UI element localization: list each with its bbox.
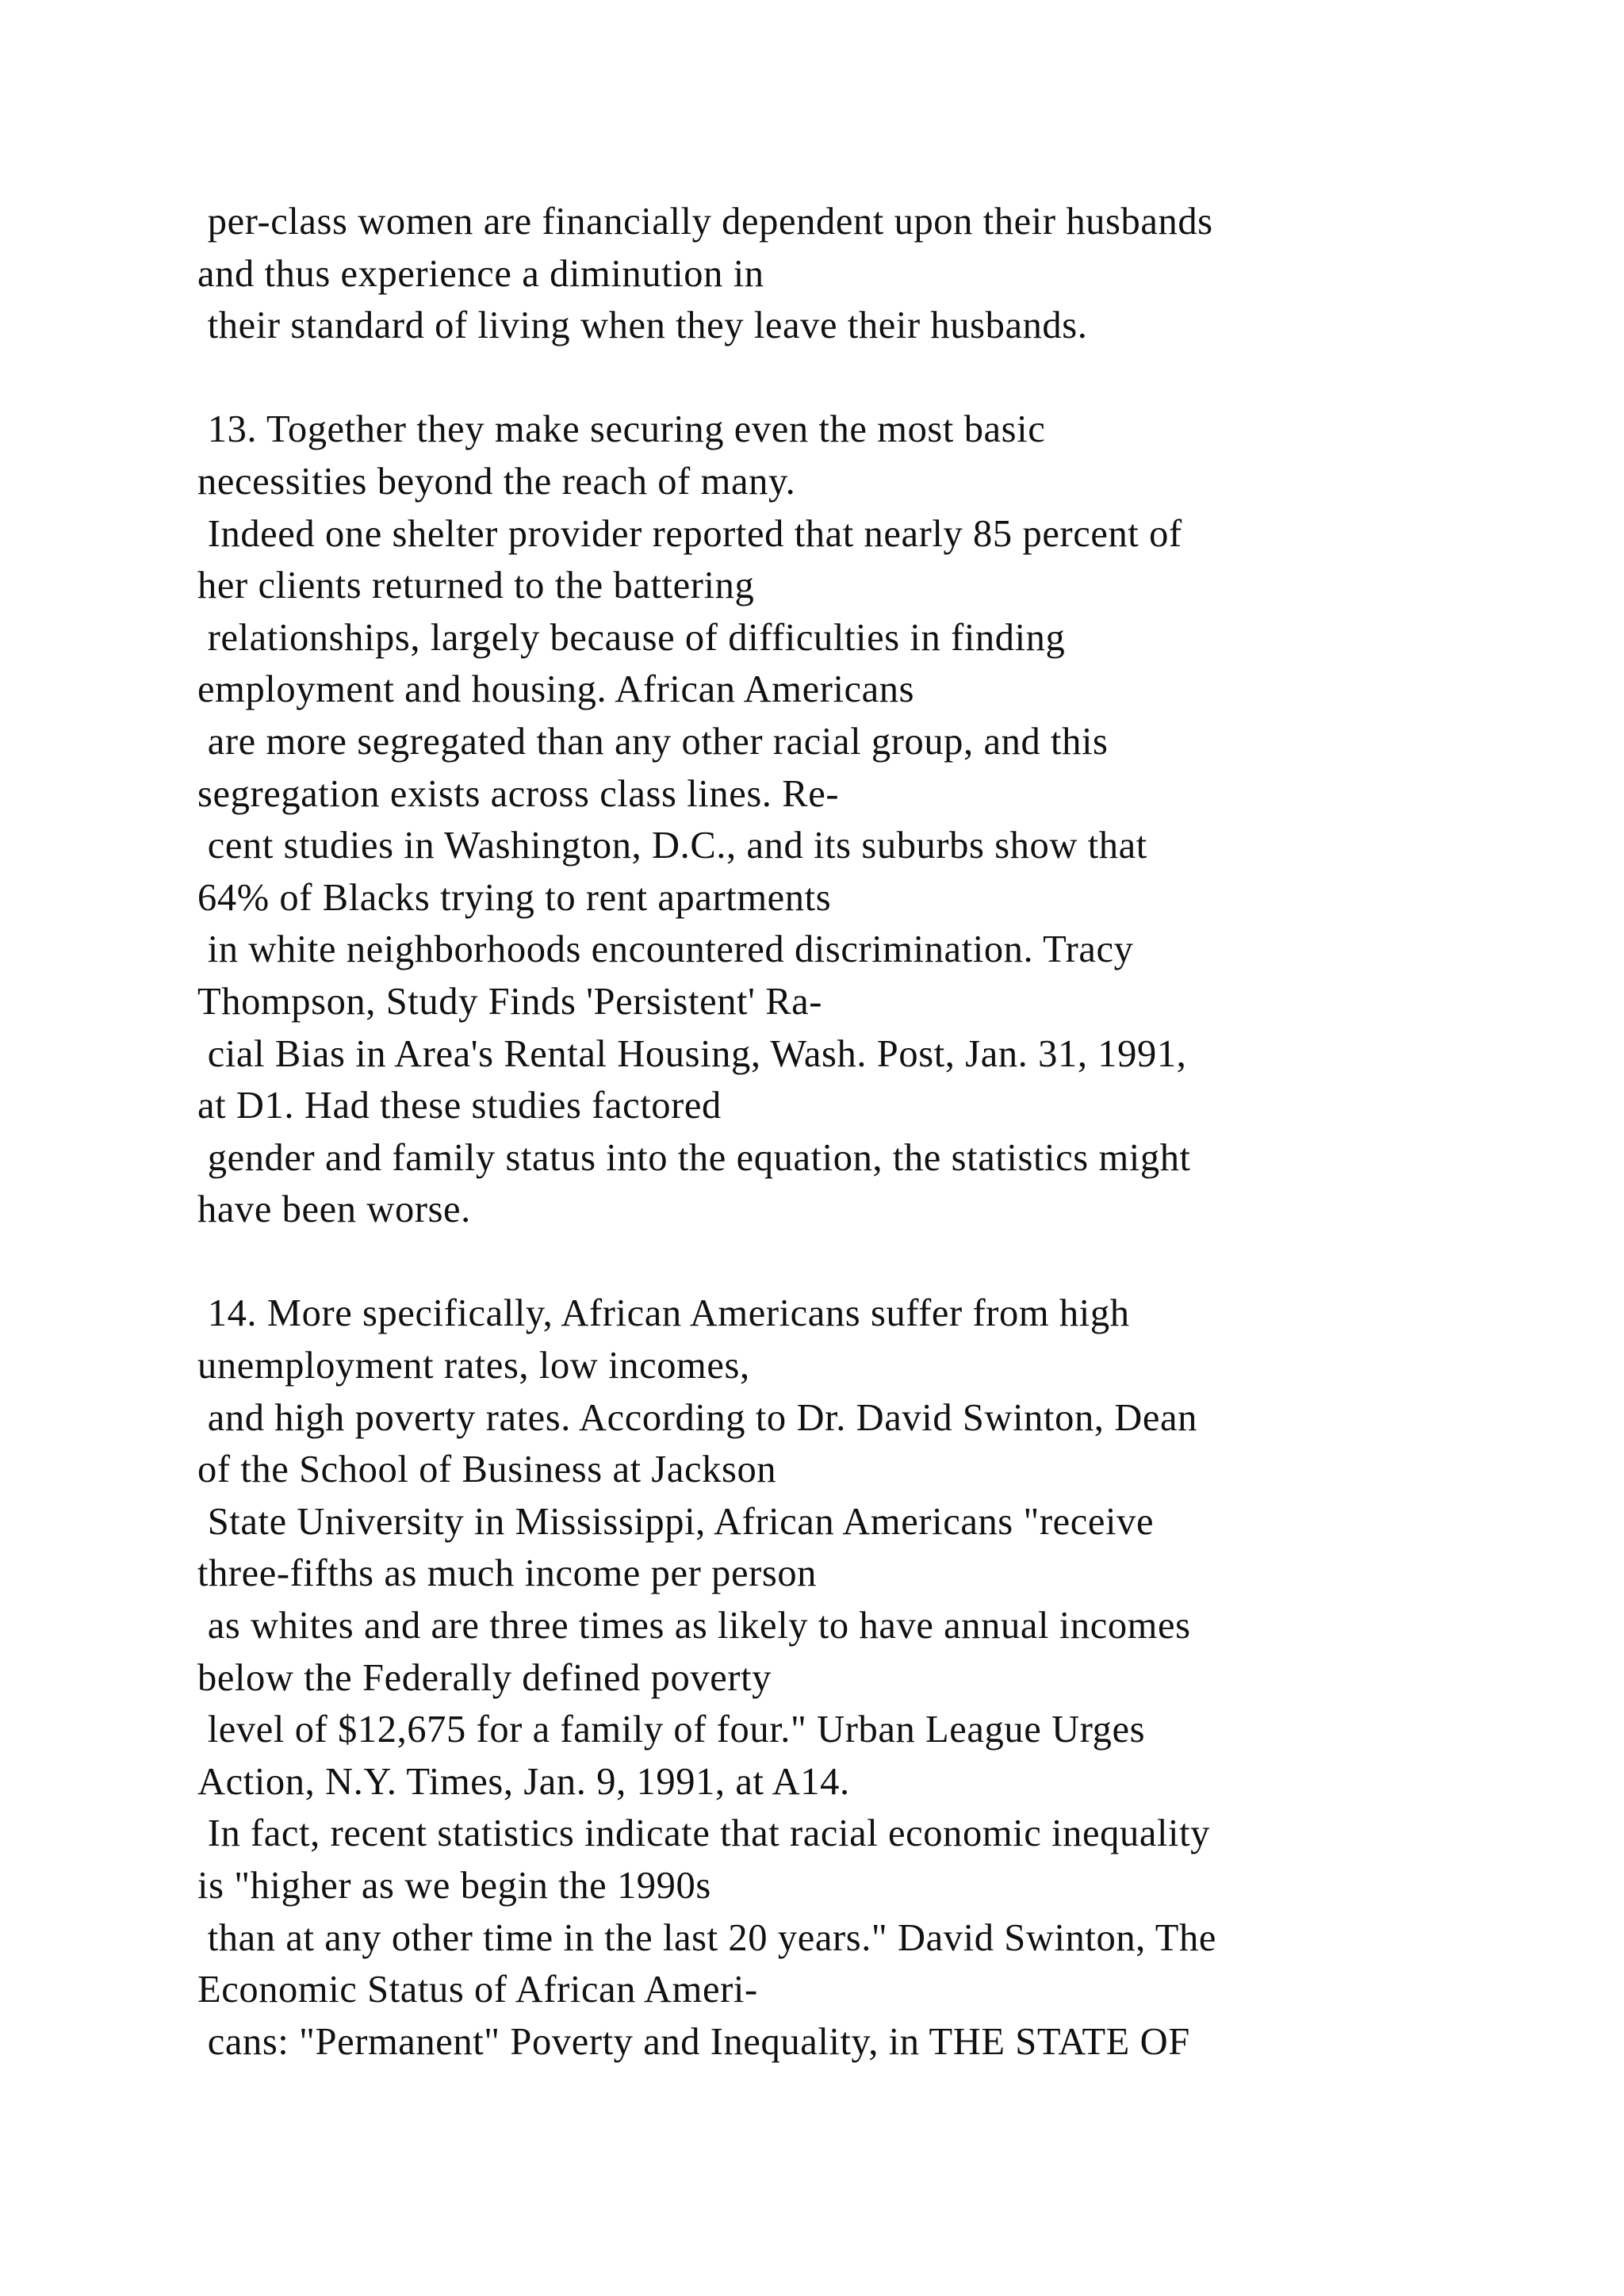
text-line: unemployment rates, low incomes, (197, 1345, 750, 1387)
text-line: three-fifths as much income per person (197, 1552, 818, 1595)
text-line: level of $12,675 for a family of four." Urban League Urges (197, 1709, 1146, 1751)
text-line: than at any other time in the last 20 years." David Swinton, The (197, 1916, 1216, 1959)
text-line: segregation exists across class lines. Re- (197, 772, 840, 815)
text-line: 13. Together they make securing even the most basic (197, 408, 1046, 451)
text-line: are more segregated than any other racial group, and this (197, 720, 1109, 763)
text-line: as whites and are three times as likely to have annual incomes (197, 1605, 1191, 1647)
text-line: In fact, recent statistics indicate that racial economic inequality (197, 1812, 1211, 1855)
text-line: have been worse. (197, 1188, 471, 1231)
text-line: and high poverty rates. According to Dr. David Swinton, Dean (197, 1396, 1197, 1439)
text-line: 14. More specifically, African Americans suffer from high (197, 1292, 1130, 1335)
text-line: relationships, largely because of difficulties in finding (197, 616, 1066, 659)
text-line: their standard of living when they leave their husbands. (197, 304, 1088, 347)
text-line: employment and housing. African Americans (197, 668, 915, 711)
text-line: her clients returned to the battering (197, 564, 755, 607)
text-line: cent studies in Washington, D.C., and its suburbs show that (197, 825, 1147, 867)
blank-line (197, 1236, 1514, 1288)
blank-line (197, 352, 1514, 404)
text-line: in white neighborhoods encountered discrimination. Tracy (197, 928, 1134, 971)
text-line: 64% of Blacks trying to rent apartments (197, 876, 832, 919)
text-line: Indeed one shelter provider reported that nearly 85 percent of (197, 512, 1182, 555)
text-line: of the School of Business at Jackson (197, 1448, 777, 1491)
text-line: cial Bias in Area's Rental Housing, Wash. Post, Jan. 31, 1991, (197, 1032, 1187, 1075)
text-line: at D1. Had these studies factored (197, 1085, 722, 1127)
document-text (197, 196, 1514, 2068)
text-line: Action, N.Y. Times, Jan. 9, 1991, at A14. (197, 1760, 850, 1803)
text-line: Economic Status of African Ameri- (197, 1969, 758, 2011)
text-line: is "higher as we begin the 1990s (197, 1865, 711, 1907)
text-line: Thompson, Study Finds 'Persistent' Ra- (197, 980, 823, 1023)
text-line: necessities beyond the reach of many. (197, 460, 796, 503)
text-line: below the Federally defined poverty (197, 1656, 772, 1699)
text-line: and thus experience a diminution in (197, 252, 764, 295)
text-line: cans: "Permanent" Poverty and Inequality, in THE STATE OF (197, 2020, 1190, 2063)
text-line: State University in Mississippi, African Americans "receive (197, 1500, 1155, 1543)
text-line: per-class women are financially dependent upon their husbands (197, 201, 1213, 243)
text-line: gender and family status into the equation, the statistics might (197, 1136, 1191, 1179)
